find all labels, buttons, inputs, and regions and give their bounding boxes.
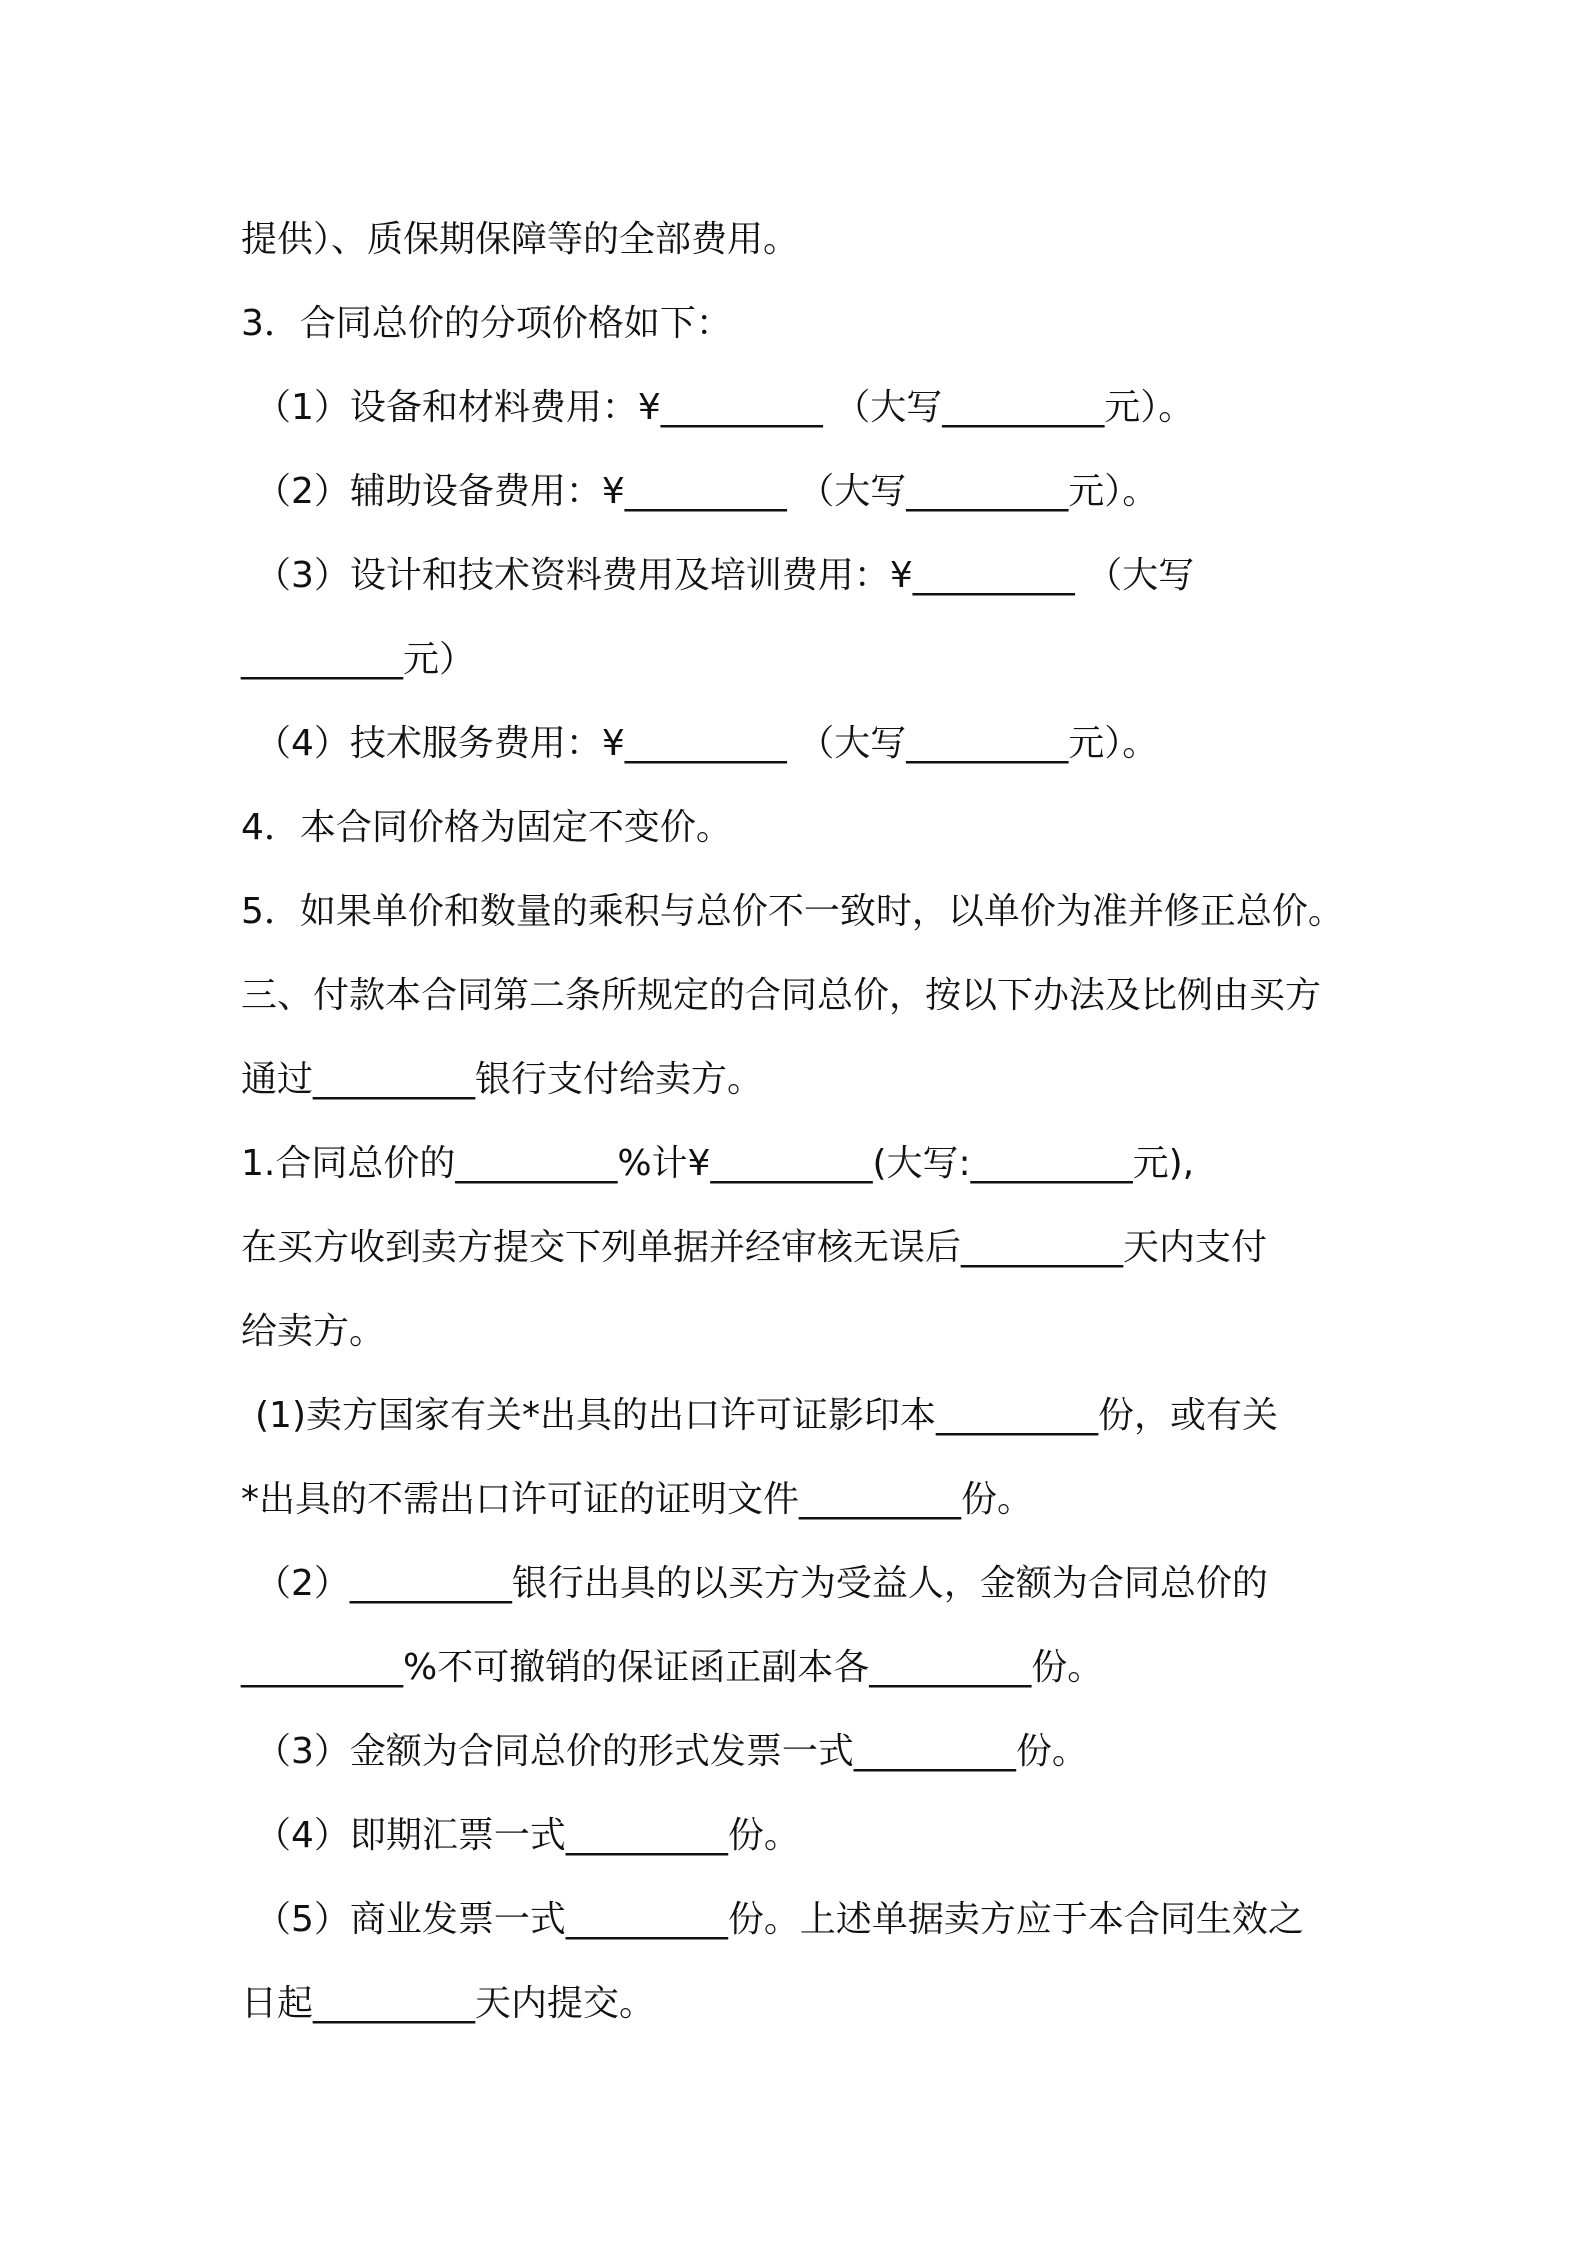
price-item-line: （3）设计和技术资料费用及培训费用：¥_________ （大写 xyxy=(255,555,1195,596)
document-item-continuation: _________%不可撤销的保证函正副本各_________份。 xyxy=(241,1647,1104,1688)
text-line: 提供）、质保期保障等的全部费用。 xyxy=(241,219,800,260)
document-item-continuation: *出具的不需出口许可证的证明文件_________份。 xyxy=(241,1479,1034,1520)
section-heading: 三、付款本合同第二条所规定的合同总价，按以下办法及比例由买方 xyxy=(241,975,1322,1016)
price-item-line: （1）设备和材料费用：¥_________ （大写_________元）。 xyxy=(255,387,1195,428)
section-continuation: 通过_________银行支付给卖方。 xyxy=(241,1059,764,1100)
document-item-continuation: 日起_________天内提交。 xyxy=(241,1983,656,2024)
payment-clause-line: 在买方收到卖方提交下列单据并经审核无误后_________天内支付 xyxy=(241,1227,1268,1268)
document-item-line: (1)卖方国家有关*出具的出口许可证影印本_________份，或有关 xyxy=(255,1395,1278,1436)
price-item-line: （4）技术服务费用：¥_________ （大写_________元）。 xyxy=(255,723,1159,764)
document-item-line: （2）_________银行出具的以买方为受益人，金额为合同总价的 xyxy=(255,1563,1268,1604)
price-item-line: （2）辅助设备费用：¥_________ （大写_________元）。 xyxy=(255,471,1159,512)
clause-line: 4．本合同价格为固定不变价。 xyxy=(241,807,732,848)
contract-text xyxy=(241,198,1391,2046)
document-item-line: （5）商业发票一式_________份。上述单据卖方应于本合同生效之 xyxy=(255,1899,1304,1940)
clause-line: 5．如果单价和数量的乘积与总价不一致时，以单价为准并修正总价。 xyxy=(241,891,1344,932)
payment-clause-line: 1.合同总价的_________%计¥_________(大写:_________元), xyxy=(241,1143,1195,1184)
clause-heading: 3．合同总价的分项价格如下： xyxy=(241,303,732,344)
price-item-continuation: _________元） xyxy=(241,639,476,680)
document-item-line: （3）金额为合同总价的形式发票一式_________份。 xyxy=(255,1731,1088,1772)
document-item-line: （4）即期汇票一式_________份。 xyxy=(255,1815,800,1856)
payment-clause-line: 给卖方。 xyxy=(241,1311,386,1352)
